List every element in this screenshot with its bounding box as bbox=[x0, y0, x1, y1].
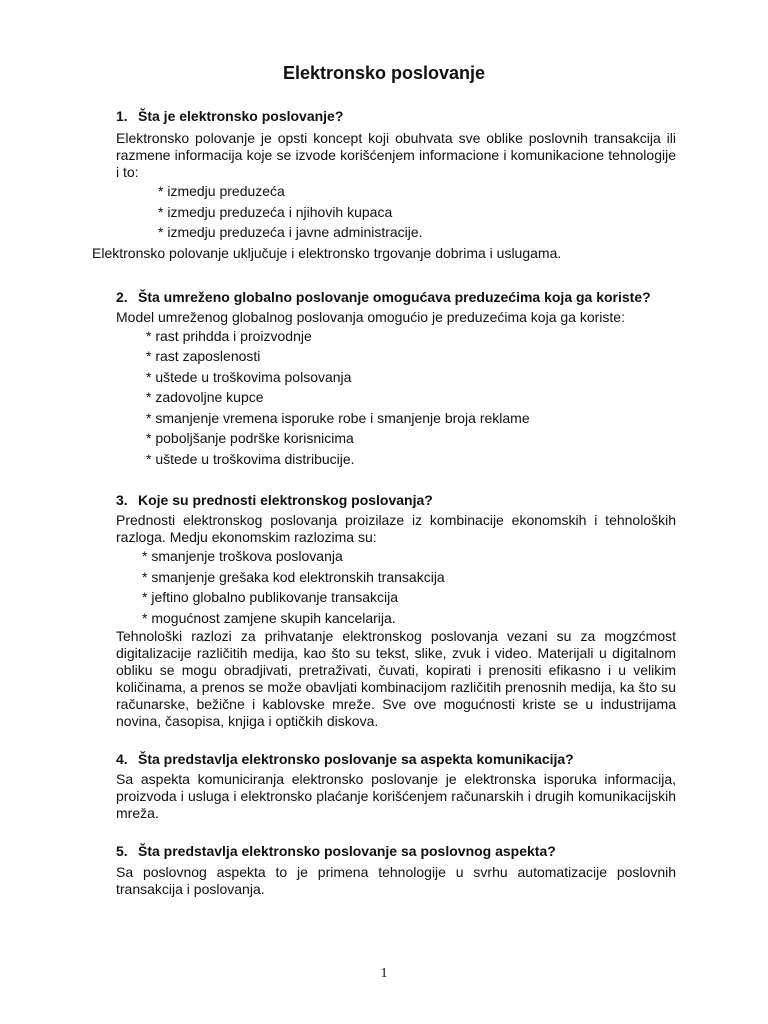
question-text: Koje su prednosti elektronskog poslovanja? bbox=[138, 492, 433, 508]
question-number: 3. bbox=[116, 492, 128, 508]
list-item: * izmedju preduzeća i javne administracije. bbox=[158, 224, 423, 240]
list-item: * izmedju preduzeća bbox=[158, 183, 285, 199]
list-item: * zadovoljne kupce bbox=[146, 389, 264, 405]
question-number: 4. bbox=[116, 751, 128, 767]
question-text: Šta umreženo globalno poslovanje omogućava preduzećima koja ga koriste? bbox=[138, 288, 651, 305]
list-item: * izmedju preduzeća i njihovih kupaca bbox=[158, 203, 393, 220]
question-number: 5. bbox=[116, 843, 128, 859]
answer-paragraph: Tehnološki razlozi za prihvatanje elektronskog poslovanja vezani su za mogzćmost digitalizacije različitih medija, kao što su tekst, slike, zvuk i video. Materijali u digitalnom obliku se mogu obradjivati, pretraživati, čuvati, kopirati i prenositi efikasno i u velikim količinama, a prenos se može obavljati kombinacijom različitih prenosnih medija, ka što su računarske, bežične i kablovske mreže. Sve ove mogućnosti kriste se u industrijama novina, časopisa, knjiga i optičkih diskova. bbox=[116, 628, 676, 729]
document-body bbox=[92, 108, 676, 898]
question-heading bbox=[116, 108, 676, 125]
question-heading bbox=[116, 289, 676, 306]
list-item: * mogućnost zamjene skupih kancelarija. bbox=[142, 609, 396, 626]
answer-paragraph: Prednosti elektronskog poslovanja proizilaze iz kombinacije ekonomskih i tehnoloških razloga. Medju ekonomskim razlozima su: bbox=[116, 512, 676, 545]
question-text: Šta predstavlja elektronsko poslovanje sa aspekta komunikacija? bbox=[138, 751, 574, 767]
question-heading bbox=[116, 492, 676, 509]
list-item: * smanjenje vremena isporuke robe i smanjenje broja reklame bbox=[146, 409, 530, 426]
list-item: * uštede u troškovima polsovanja bbox=[146, 368, 352, 385]
answer-paragraph: Elektronsko polovanje je opsti koncept koji obuhvata sve oblike poslovnih transakcija ili razmene informacija koje se izvode korišćenjem informacione i komunikacione tehnologije i to: bbox=[116, 130, 676, 180]
list-item: * smanjenje troškova poslovanja bbox=[142, 548, 343, 564]
question-number: 2. bbox=[116, 288, 128, 305]
list-item: * rast prihdda i proizvodnje bbox=[146, 327, 312, 344]
answer-paragraph: Sa aspekta komuniciranja elektronsko poslovanje je elektronska isporuka informacija, proizvoda i usluga i elektronsko plaćanje korišćenjem računarskih i drugih komunikacijskih mreža. bbox=[116, 771, 676, 821]
list-item: * smanjenje grešaka kod elektronskih transakcija bbox=[142, 568, 445, 585]
list-item: * uštede u troškovima distribucije. bbox=[146, 450, 355, 467]
question-text: Šta je elektronsko poslovanje? bbox=[138, 108, 344, 124]
question-heading bbox=[116, 843, 676, 860]
list-item: * jeftino globalno publikovanje transakcija bbox=[142, 589, 399, 605]
answer-paragraph: Sa poslovnog aspekta to je primena tehnologije u svrhu automatizacije poslovnih transakcija i poslovanja. bbox=[116, 864, 676, 897]
question-number: 1. bbox=[116, 108, 128, 124]
question-text: Šta predstavlja elektronsko poslovanje sa poslovnog aspekta? bbox=[138, 843, 556, 859]
answer-paragraph: Elektronsko polovanje uključuje i elektronsko trgovanje dobrima i uslugama. bbox=[92, 244, 562, 261]
page-title: Elektronsko poslovanje bbox=[282, 63, 486, 83]
list-item: * rast zaposlenosti bbox=[146, 348, 261, 364]
answer-paragraph: Model umreženog globalnog poslovanja omogućio je preduzećima koja ga koriste: bbox=[116, 308, 625, 325]
list-item: * poboljšanje podrške korisnicima bbox=[146, 430, 354, 446]
page-number: 1 bbox=[380, 966, 388, 981]
question-heading bbox=[116, 751, 676, 768]
